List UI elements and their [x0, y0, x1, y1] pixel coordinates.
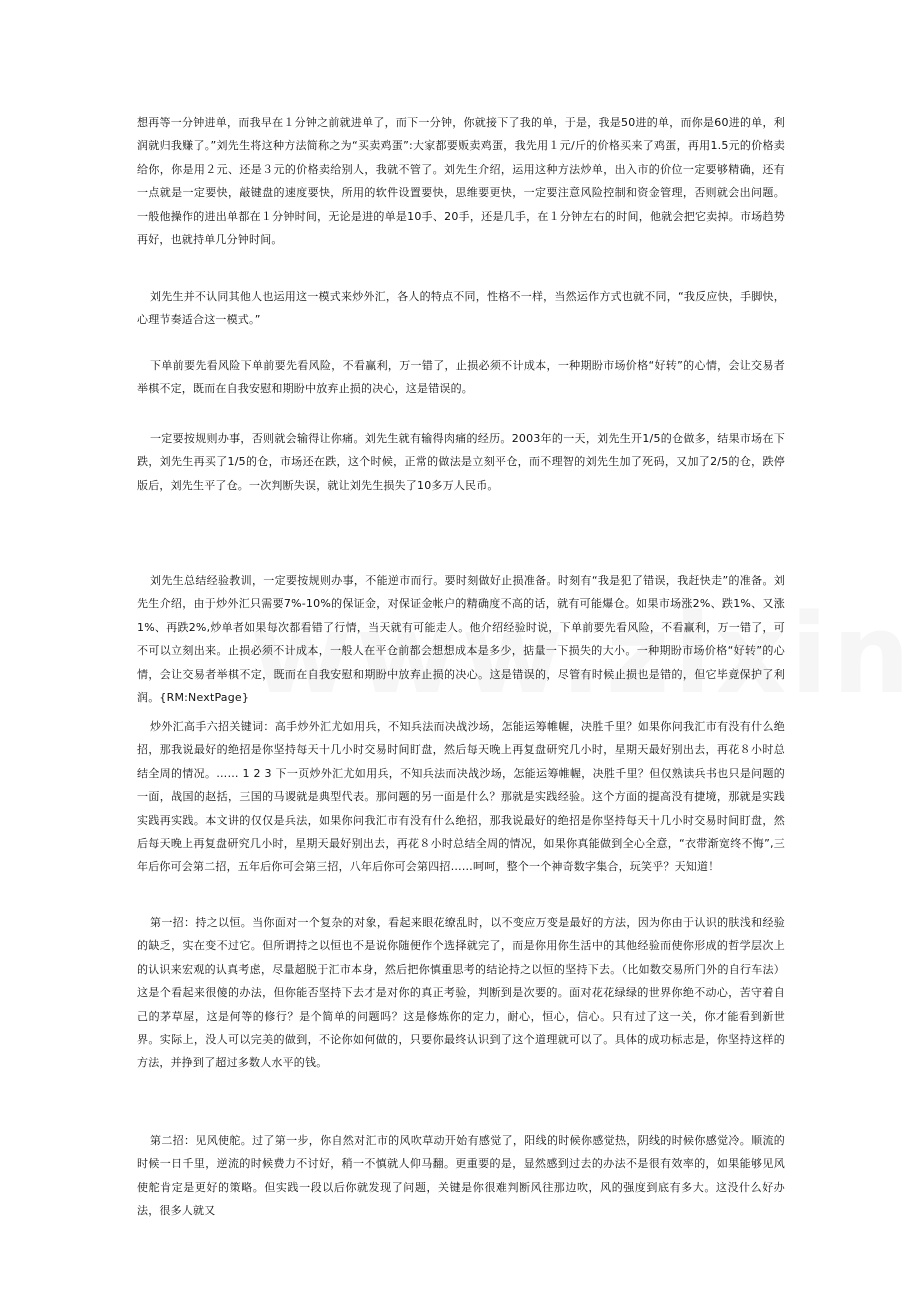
- paragraph-4: 一定要按规则办事，否则就会输得让你痛。刘先生就有输得肉痛的经历。2003年的一天，刘先生开1/5的仓做多，结果市场在下跌，刘先生再买了1/5的仓，市场还在跌，这个时候，正常的做法是立刻平仓，而不理智的刘先生加了死码，又加了2/5的仓，跌停版后，刘先生平了仓。一次判断失误，就让刘先生损失了10多万人民币。: [137, 432, 785, 492]
- paragraph-2: 刘先生并不认同其他人也运用这一模式来炒外汇，各人的特点不同，性格不一样，当然运作方式也就不同，“我反应快，手脚快，心理节奏适合这一模式。”: [137, 290, 785, 327]
- paragraph-7: 第一招：持之以恒。当你面对一个复杂的对象，看起来眼花缭乱时，以不变应万变是最好的方法，因为你由于认识的肤浅和经验的缺乏，实在变不过它。但所谓持之以恒也不是说你随便作个选择就完了，而是你用你生活中的其他经验而使你形成的哲学层次上的认识来宏观的认真考虑，尽量超脱于汇市本身，然后把你慎重思考的结论持之以恒的坚持下去。（比如数交易所门外的自行车法）这是个看起来很傻的办法，但你能否坚持下去才是对你的真正考验，判断到是次要的。面对花花绿绿的世界你绝不动心，苦守着自己的茅草屋，这是何等的修行？是个简单的问题吗？这是修炼你的定力，耐心，恒心，信心。只有过了这一关，你才能看到新世界。实际上，没人可以完美的做到，不论你如何做的，只要你最终认识到了这个道理就可以了。具体的成功标志是，你坚持这样的方法，并挣到了超过多数人水平的钱。: [137, 916, 785, 1070]
- paragraph-5: 刘先生总结经验教训，一定要按规则办事，不能逆市而行。要时刻做好止损准备。时刻有“我是犯了错误，我赶快走”的准备。刘先生介绍，由于炒外汇只需要7%-10%的保证金，对保证金帐户的精确度不高的话，就有可能爆仓。如果市场涨2%、跌1%、又涨1%、再跌2%,炒单者如果每次都看错了行情，当天就有可能走人。他介绍经验时说，下单前要先看风险，不看赢利，万一错了，可不可以立刻出来。止损必须不计成本，一般人在平仓前都会想想成本是多少，掂量一下损失的大小。一种期盼市场价格“好转”的心情，会让交易者举棋不定，既而在自我安慰和期盼中放弃止损的决心。这是错误的，尽管有时候止损也是错的，但它毕竟保护了利润。{RM:NextPage}: [137, 574, 785, 705]
- paragraph-8: 第二招：见风使舵。过了第一步，你自然对汇市的风吹草动开始有感觉了，阳线的时候你感觉热，阴线的时候你感觉冷。顺流的时候一日千里，逆流的时候费力不讨好，稍一不慎就人仰马翻。更重要的是，显然感到过去的办法不是很有效率的，如果能够见风使舵肯定是更好的策略。但实践一段以后你就发现了问题，关键是你很难判断风往那边吹，风的强度到底有多大。这没什么好办法，很多人就又: [137, 1134, 785, 1218]
- paragraph-3: 下单前要先看风险下单前要先看风险，不看赢利，万一错了，止损必须不计成本，一种期盼市场价格“好转”的心情，会让交易者举棋不定，既而在自我安慰和期盼中放弃止损的决心，这是错误的。: [137, 359, 785, 396]
- paragraph-1: 想再等一分钟进单，而我早在１分钟之前就进单了，而下一分钟，你就接下了我的单，于是，我是50进的单，而你是60进的单，利润就归我赚了。”刘先生将这种方法简称之为“买卖鸡蛋”:大家都要贩卖鸡蛋，我先用１元/斤的价格买来了鸡蛋，再用1.5元的价格卖给你，你是用２元、还是３元的价格卖给别人，我就不管了。刘先生介绍，运用这种方法炒单，出入市的价位一定要够精确，还有一点就是一定要快，敲键盘的速度要快，所用的软件设置要快，思维要更快，一定要注意风险控制和资金管理，否则就会出问题。一般他操作的进出单都在１分钟时间，无论是进的单是10手、20手，还是几手，在１分钟左右的时间，他就会把它卖掉。市场趋势再好，也就持单几分钟时间。: [137, 116, 785, 247]
- paragraph-6: 炒外汇高手六招关键词：高手炒外汇尤如用兵，不知兵法而决战沙场，怎能运筹帷幄，决胜千里？如果你问我汇市有没有什么绝招，那我说最好的绝招是你坚持每天十几小时交易时间盯盘，然后每天晚上再复盘研究几小时，星期天最好别出去，再花８小时总结全周的情况。…… 1 2 3 下一页炒外汇尤如用兵，不知兵法而决战沙场，怎能运筹帷幄，决胜千里？但仅熟读兵书也只是问题的一面，战国的赵括，三国的马谡就是典型代表。那问题的另一面是什么？那就是实践经验。这个方面的提高没有捷境，那就是实践实践再实践。本文讲的仅仅是兵法，如果你问我汇市有没有什么绝招，那我说最好的绝招是你坚持每天十几小时交易时间盯盘，然后每天晚上再复盘研究几小时，星期天最好别出去，再花８小时总结全周的情况，如果你真能做到全心全意，“衣带渐宽终不悔”,三年后你可会第二招，五年后你可会第三招，八年后你可会第四招……呵呵，整个一个神奇数字集合，玩笑乎？天知道！: [137, 720, 785, 874]
